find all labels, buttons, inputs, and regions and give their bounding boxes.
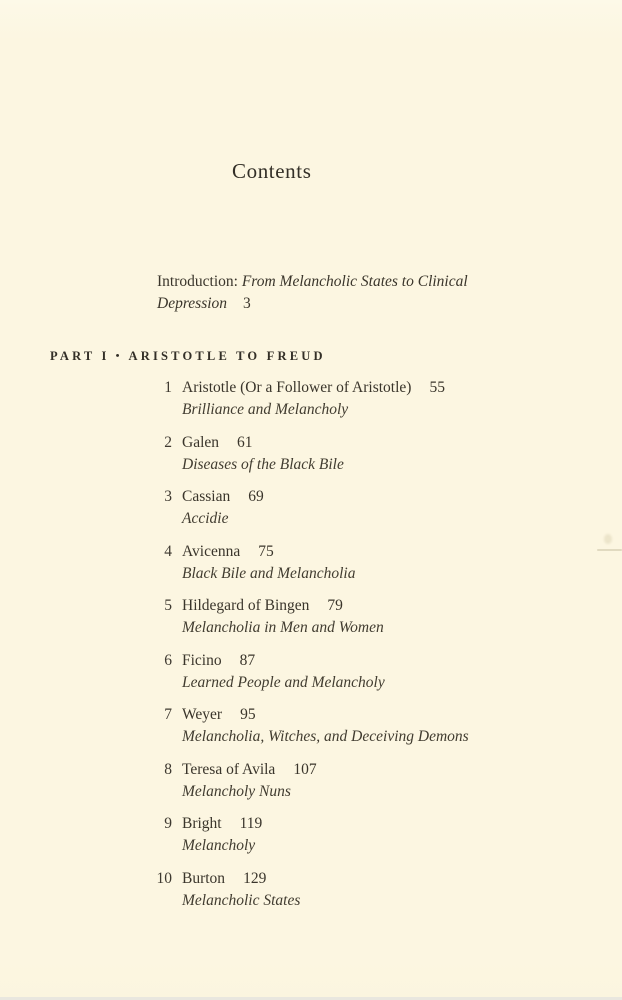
chapter-title: Ficino	[182, 651, 222, 669]
chapter-title: Galen	[182, 433, 220, 451]
introduction-line-2	[157, 293, 497, 315]
chapter-title-line	[182, 432, 344, 454]
chapter-subtitle: Learned People and Melancholy	[182, 673, 385, 691]
chapter-subtitle: Melancholia in Men and Women	[182, 619, 384, 636]
chapter-entry-body	[182, 868, 300, 912]
chapter-entry-body	[182, 595, 384, 639]
chapter-entry-body	[182, 486, 264, 530]
chapter-title-line	[182, 650, 385, 672]
chapter-title: Avicenna	[182, 542, 241, 560]
introduction-title-part-1: From Melancholic States to Clinical	[241, 273, 468, 290]
toc-entry	[142, 813, 572, 857]
introduction-entry	[157, 271, 497, 315]
chapter-title: Hildegard of Bingen	[182, 597, 310, 614]
chapter-title-line	[182, 759, 317, 781]
chapter-page-number: 79	[327, 597, 343, 614]
chapter-subtitle: Diseases of the Black Bile	[182, 455, 344, 473]
chapter-subtitle: Melancholy Nuns	[182, 782, 291, 800]
chapter-number: 2	[164, 433, 172, 451]
part-heading	[50, 349, 326, 364]
chapter-page-number: 95	[240, 706, 256, 723]
chapter-entry-body	[182, 650, 385, 694]
chapter-title-line	[182, 868, 300, 890]
part-label: PART I	[50, 349, 110, 363]
chapter-title: Teresa of Avila	[182, 760, 276, 778]
chapter-title: Burton	[182, 869, 226, 887]
chapter-number: 4	[164, 542, 172, 560]
bullet-icon: •	[115, 350, 120, 362]
scan-crease-artifact	[604, 534, 612, 544]
chapter-subtitle: Melancholic States	[182, 891, 301, 909]
toc-entry	[142, 868, 572, 912]
chapter-page-number: 55	[429, 379, 445, 396]
chapter-page-number: 69	[248, 488, 264, 505]
chapter-title-line	[182, 704, 469, 726]
chapter-number: 10	[156, 869, 172, 887]
introduction-label: Introduction:	[157, 273, 242, 290]
chapter-title-line	[182, 541, 355, 563]
chapter-subtitle: Accidie	[182, 510, 229, 527]
toc-entry	[142, 650, 572, 694]
chapter-title-line	[182, 377, 445, 399]
toc-entry	[142, 759, 572, 803]
chapter-title-line	[182, 813, 262, 835]
chapter-entry-body	[182, 377, 445, 421]
toc-entry	[142, 704, 572, 748]
introduction-line-1	[157, 271, 497, 293]
scan-crease-artifact	[597, 549, 622, 551]
chapter-subtitle: Melancholia, Witches, and Deceiving Demons	[182, 728, 469, 745]
chapter-title: Cassian	[182, 488, 231, 505]
chapter-title-line	[182, 486, 264, 508]
introduction-title-part-2: Depression	[157, 295, 228, 312]
toc-entries	[142, 377, 572, 922]
chapter-number: 7	[164, 706, 172, 723]
chapter-number: 1	[164, 379, 172, 396]
toc-entry	[142, 595, 572, 639]
chapter-subtitle: Melancholy	[182, 837, 256, 854]
chapter-entry-body	[182, 813, 262, 857]
toc-entry	[142, 377, 572, 421]
chapter-page-number: 75	[258, 542, 274, 560]
chapter-entry-body	[182, 541, 355, 585]
chapter-number: 8	[164, 760, 172, 778]
chapter-page-number: 107	[293, 760, 317, 778]
chapter-page-number: 87	[239, 651, 256, 669]
chapter-entry-body	[182, 704, 469, 748]
chapter-subtitle: Black Bile and Melancholia	[182, 564, 356, 582]
chapter-entry-body	[182, 432, 344, 476]
chapter-subtitle: Brilliance and Melancholy	[182, 401, 349, 418]
chapter-number: 5	[164, 597, 172, 614]
chapter-page-number: 61	[237, 433, 253, 451]
chapter-title: Bright	[182, 815, 222, 832]
chapter-title: Aristotle (Or a Follower of Aristotle)	[182, 379, 412, 396]
chapter-number: 6	[164, 651, 172, 669]
chapter-page-number: 129	[243, 869, 267, 887]
chapter-page-number: 119	[239, 815, 263, 832]
part-title: ARISTOTLE TO FREUD	[128, 349, 326, 363]
page-title: Contents	[232, 159, 312, 183]
chapter-title-line	[182, 595, 384, 617]
chapter-number: 9	[164, 815, 172, 832]
chapter-title: Weyer	[182, 706, 223, 723]
chapter-entry-body	[182, 759, 317, 803]
chapter-number: 3	[164, 488, 172, 505]
toc-entry	[142, 541, 572, 585]
introduction-page-number: 3	[243, 295, 251, 312]
toc-entry	[142, 432, 572, 476]
toc-entry	[142, 486, 572, 530]
